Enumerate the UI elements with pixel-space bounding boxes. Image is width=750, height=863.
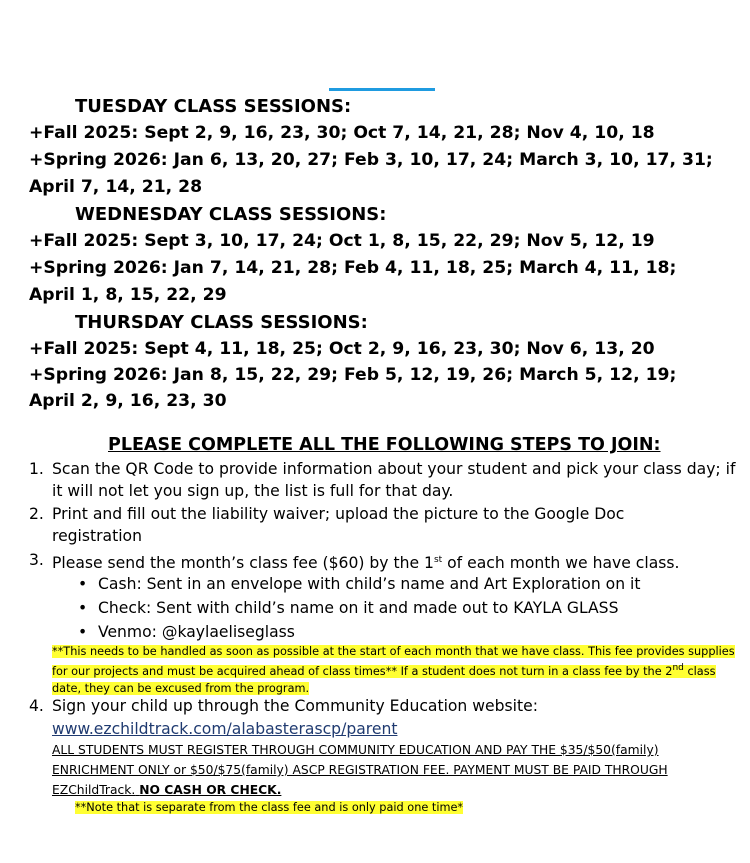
step-4-number: 4. bbox=[29, 697, 44, 715]
wednesday-spring-dates: +Spring 2026: Jan 7, 14, 21, 28; Feb 4, 11, 18, 25; March 4, 11, 18; bbox=[29, 258, 677, 278]
wednesday-spring-dates-cont: April 1, 8, 15, 22, 29 bbox=[29, 285, 227, 305]
registration-notice: ALL STUDENTS MUST REGISTER THROUGH COMMUNITY EDUCATION AND PAY THE $35/$50(family) ENRICHMENT ONLY or $50/$75(family) ASCP REGISTRATION FEE. PAYMENT MUST BE PAID THROUGH EZChildTrack. NO CASH OR CHECK. bbox=[52, 743, 668, 797]
accent-rule bbox=[329, 88, 435, 91]
tuesday-fall-dates: +Fall 2025: Sept 2, 9, 16, 23, 30; Oct 7, 14, 21, 28; Nov 4, 10, 18 bbox=[29, 123, 655, 143]
step-3-text: Please send the month’s class fee ($60) by the 1st of each month we have class. bbox=[52, 554, 680, 573]
separate-fee-note: **Note that is separate from the class fee and is only paid one time* bbox=[75, 801, 464, 814]
thursday-spring-dates-cont: April 2, 9, 16, 23, 30 bbox=[29, 391, 227, 411]
tuesday-heading: TUESDAY CLASS SESSIONS: bbox=[75, 96, 352, 117]
step-4-text: Sign your child up through the Community Education website: bbox=[52, 697, 538, 715]
thursday-heading: THURSDAY CLASS SESSIONS: bbox=[75, 312, 368, 333]
step-3-number: 3. bbox=[29, 551, 44, 569]
tuesday-spring-dates-cont: April 7, 14, 21, 28 bbox=[29, 177, 203, 197]
bullet-cash: • Cash: Sent in an envelope with child’s name and Art Exploration on it bbox=[78, 575, 641, 593]
wednesday-heading: WEDNESDAY CLASS SESSIONS: bbox=[75, 204, 387, 225]
bullet-venmo: • Venmo: @kaylaeliseglass bbox=[78, 623, 295, 641]
steps-title: PLEASE COMPLETE ALL THE FOLLOWING STEPS TO JOIN: bbox=[108, 435, 661, 455]
tuesday-spring-dates: +Spring 2026: Jan 6, 13, 20, 27; Feb 3, 10, 17, 24; March 3, 10, 17, 31; bbox=[29, 150, 713, 170]
thursday-fall-dates: +Fall 2025: Sept 4, 11, 18, 25; Oct 2, 9, 16, 23, 30; Nov 6, 13, 20 bbox=[29, 339, 655, 359]
step-1-text: Scan the QR Code to provide information about your student and pick your class day; if it will not let you sign up, the list is full for that day. bbox=[52, 460, 736, 500]
step-2-text: Print and fill out the liability waiver; upload the picture to the Google Doc registration bbox=[52, 505, 625, 545]
fee-note: **This needs to be handled as soon as possible at the start of each month that we have class. This fee provides supplies for our projects and must be acquired ahead of class times** If a student does not turn in a class fee by the 2nd class date, they can be excused from the program. bbox=[52, 645, 735, 695]
step-1-number: 1. bbox=[29, 460, 44, 478]
thursday-spring-dates: +Spring 2026: Jan 8, 15, 22, 29; Feb 5, 12, 19, 26; March 5, 12, 19; bbox=[29, 365, 677, 385]
community-education-link[interactable]: www.ezchildtrack.com/alabasterascp/parent bbox=[52, 720, 398, 738]
bullet-check: • Check: Sent with child’s name on it and made out to KAYLA GLASS bbox=[78, 599, 619, 617]
step-2-number: 2. bbox=[29, 505, 44, 523]
no-cash-or-check: NO CASH OR CHECK. bbox=[139, 783, 282, 797]
wednesday-fall-dates: +Fall 2025: Sept 3, 10, 17, 24; Oct 1, 8, 15, 22, 29; Nov 5, 12, 19 bbox=[29, 231, 655, 251]
